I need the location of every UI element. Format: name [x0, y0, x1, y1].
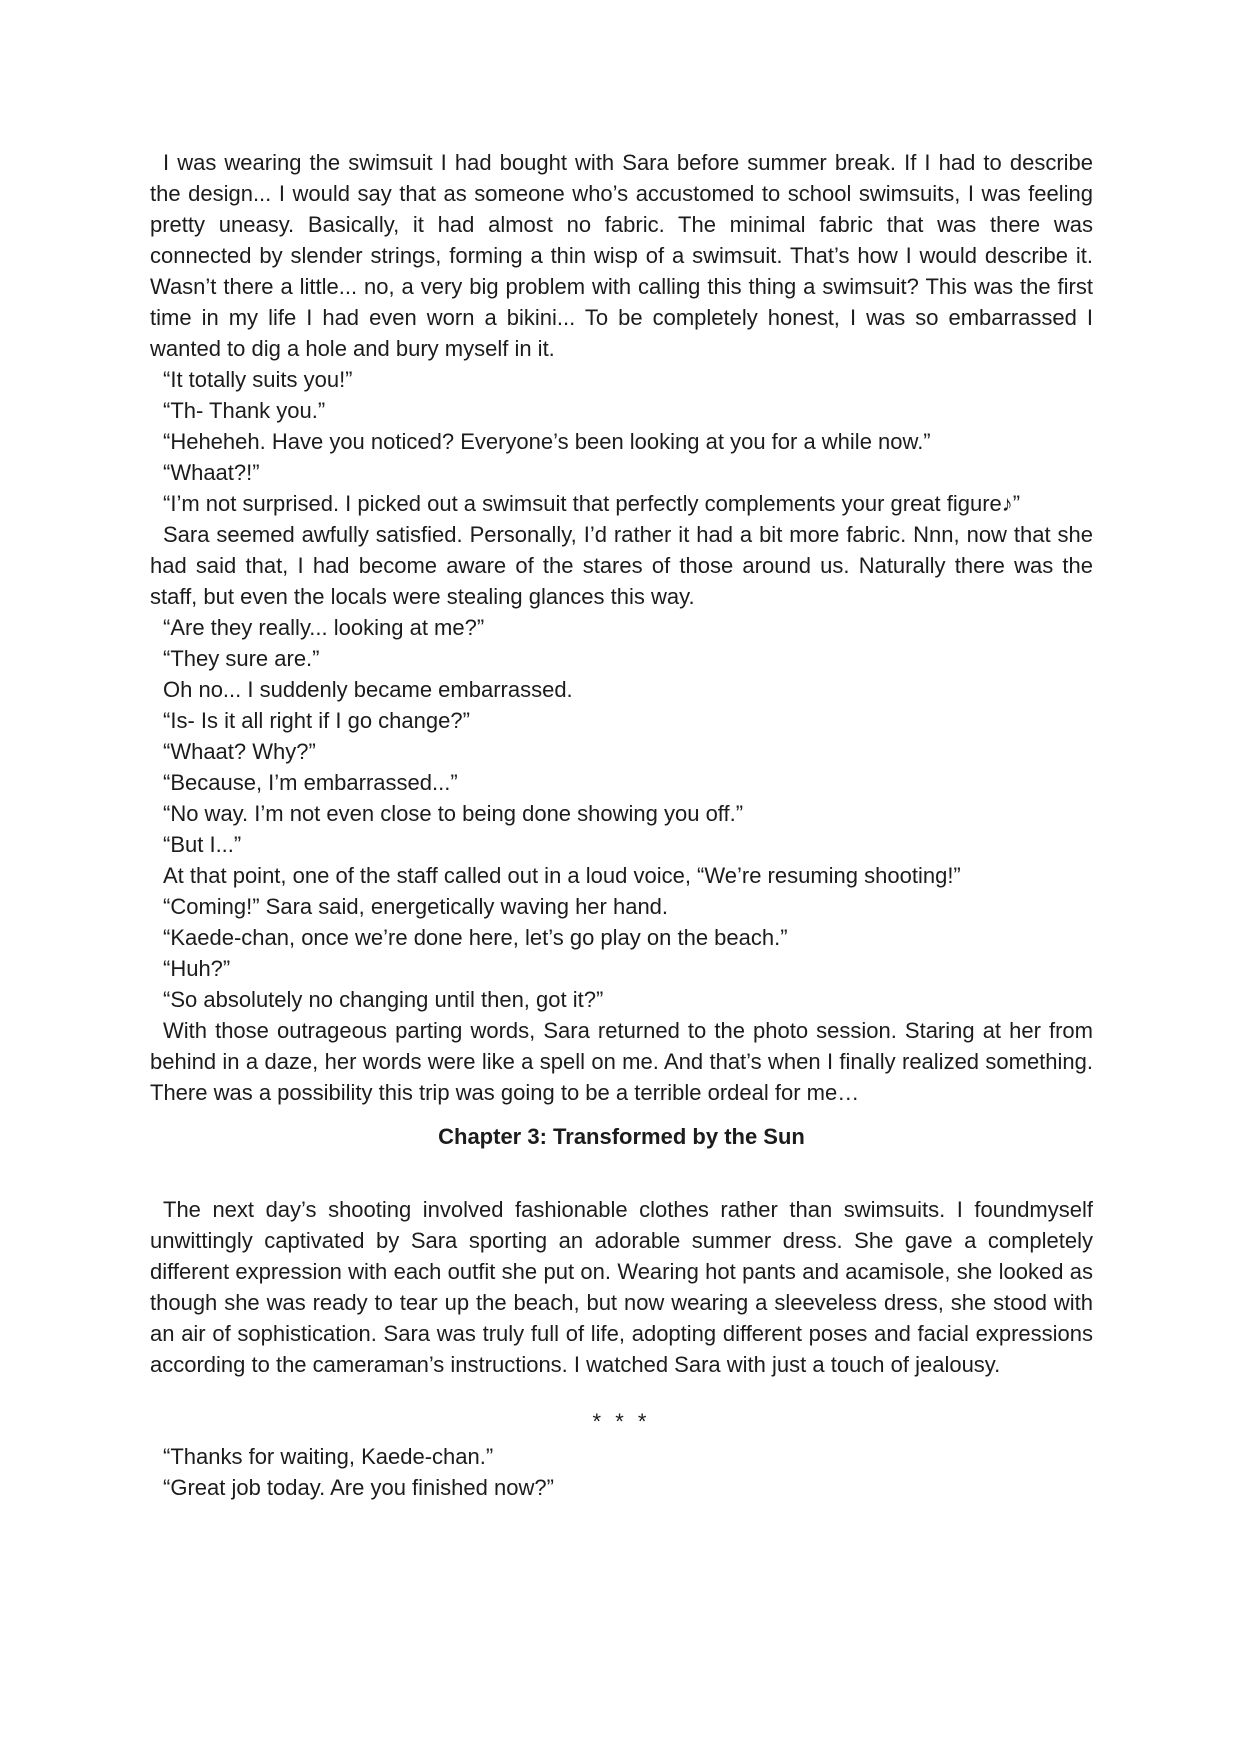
dialogue-line: Oh no... I suddenly became embarrassed. — [163, 677, 573, 702]
dialogue-line: “Is- Is it all right if I go change?” — [163, 708, 470, 733]
dialogue-line: “No way. I’m not even close to being done showing you off.” — [163, 801, 744, 826]
paragraph: The next day’s shooting involved fashionable clothes rather than swimsuits. I foundmyself unwittingly captivated by Sara sporting an adorable summer dress. She gave a completely different expression with each outfit she put on. Wearing hot pants and acamisole, she looked as though she was ready to tear up the beach, but now wearing a sleeveless dress, she stood with an air of sophistication. Sara was truly full of life, adopting different poses and facial expressions according to the cameraman’s instructions. I watched Sara with just a touch of jealousy. — [150, 1197, 1093, 1377]
dialogue-line: “Great job today. Are you finished now?” — [163, 1475, 554, 1500]
dialogue-line: “So absolutely no changing until then, got it?” — [163, 987, 604, 1012]
dialogue-line: “Heheheh. Have you noticed? Everyone’s been looking at you for a while now.” — [163, 429, 931, 454]
dialogue-line: “They sure are.” — [163, 646, 320, 671]
dialogue-line: “It totally suits you!” — [163, 367, 353, 392]
dialogue-line: “Kaede-chan, once we’re done here, let’s go play on the beach.” — [163, 925, 788, 950]
dialogue-line: “Huh?” — [163, 956, 231, 981]
dialogue-line: At that point, one of the staff called out in a loud voice, “We’re resuming shooting!” — [163, 863, 961, 888]
dialogue-line: “Whaat?!” — [163, 460, 260, 485]
section-separator: * * * — [592, 1409, 651, 1434]
paragraph: Sara seemed awfully satisfied. Personally, I’d rather it had a bit more fabric. Nnn, now that she had said that, I had become aware of the stares of those around us. Naturally there was the staff, but even the locals were stealing glances this way. — [150, 522, 1093, 609]
dialogue-line: “Thanks for waiting, Kaede-chan.” — [163, 1444, 494, 1469]
dialogue-line: “I’m not surprised. I picked out a swimsuit that perfectly complements your great figure♪” — [163, 491, 1021, 516]
document-body — [150, 147, 1093, 1503]
dialogue-line: “Coming!” Sara said, energetically waving her hand. — [163, 894, 669, 919]
dialogue-line: “Th- Thank you.” — [163, 398, 326, 423]
chapter-heading: Chapter 3: Transformed by the Sun — [438, 1124, 805, 1149]
paragraph: I was wearing the swimsuit I had bought with Sara before summer break. If I had to describe the design... I would say that as someone who’s accustomed to school swimsuits, I was feeling pretty uneasy. Basically, it had almost no fabric. The minimal fabric that was there was connected by slender strings, forming a thin wisp of a swimsuit. That’s how I would describe it. Wasn’t there a little... no, a very big problem with calling this thing a swimsuit? This was the first time in my life I had even worn a bikini... To be completely honest, I was so embarrassed I wanted to dig a hole and bury myself in it. — [150, 150, 1093, 361]
dialogue-line: “Are they really... looking at me?” — [163, 615, 485, 640]
dialogue-line: “Because, I’m embarrassed...” — [163, 770, 458, 795]
dialogue-line: “Whaat? Why?” — [163, 739, 316, 764]
dialogue-line: “But I...” — [163, 832, 242, 857]
paragraph: With those outrageous parting words, Sara returned to the photo session. Staring at her from behind in a daze, her words were like a spell on me. And that’s when I finally realized something. There was a possibility this trip was going to be a terrible ordeal for me… — [150, 1018, 1093, 1105]
